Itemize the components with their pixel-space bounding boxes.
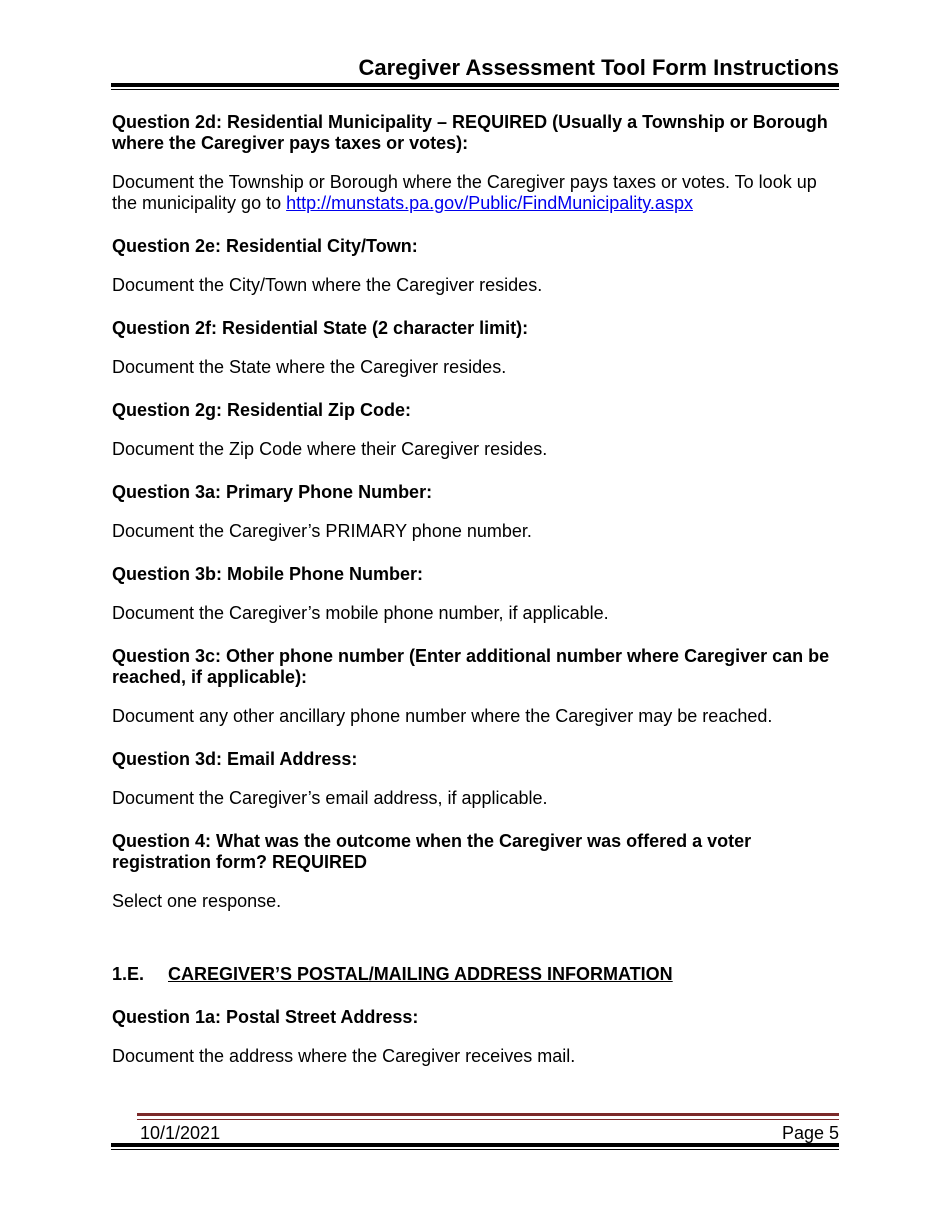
footer-rule xyxy=(111,1143,839,1147)
question-3b-heading: Question 3b: Mobile Phone Number: xyxy=(112,564,424,584)
question-2e-heading: Question 2e: Residential City/Town: xyxy=(112,236,418,256)
question-3a-heading: Question 3a: Primary Phone Number: xyxy=(112,482,433,502)
question-4-text: Select one response. xyxy=(112,891,282,911)
document-body xyxy=(112,112,839,1089)
header-rule xyxy=(111,83,839,87)
section-title: CAREGIVER’S POSTAL/MAILING ADDRESS INFORMATION xyxy=(168,964,673,984)
header-rule-thin xyxy=(111,89,839,90)
footer-date: 10/1/2021 xyxy=(140,1123,221,1143)
question-2f-text: Document the State where the Caregiver resides. xyxy=(112,357,507,377)
question-3c-text: Document any other ancillary phone number where the Caregiver may be reached. xyxy=(112,706,773,726)
footer-rule-red xyxy=(137,1113,839,1116)
footer-rule-thin xyxy=(111,1149,839,1150)
footer-rule-thin-red xyxy=(137,1119,839,1120)
question-2d-heading: Question 2d: Residential Municipality – REQUIRED (Usually a Township or Borough where the Caregiver pays taxes or votes): xyxy=(112,112,828,153)
section-number: 1.E. xyxy=(112,964,145,984)
question-1a-heading: Question 1a: Postal Street Address: xyxy=(112,1007,419,1027)
section-heading xyxy=(112,964,839,985)
find-municipality-link[interactable]: http://munstats.pa.gov/Public/FindMunicipality.aspx xyxy=(286,193,693,213)
question-1a-text: Document the address where the Caregiver receives mail. xyxy=(112,1046,576,1066)
question-3c-heading: Question 3c: Other phone number (Enter additional number where Caregiver can be reached, if applicable): xyxy=(112,646,830,687)
question-2d-text-body: Document the Township or Borough where the Caregiver pays taxes or votes. To look up the municipality go to xyxy=(112,172,817,213)
question-2g-heading: Question 2g: Residential Zip Code: xyxy=(112,400,412,420)
question-4-heading: Question 4: What was the outcome when the Caregiver was offered a voter registration form? REQUIRED xyxy=(112,831,752,872)
page-header-title: Caregiver Assessment Tool Form Instructions xyxy=(358,55,839,80)
footer-page-number: Page 5 xyxy=(781,1123,839,1143)
question-2g-text: Document the Zip Code where their Caregiver resides. xyxy=(112,439,548,459)
question-3d-text: Document the Caregiver’s email address, if applicable. xyxy=(112,788,548,808)
question-3a-text: Document the Caregiver’s PRIMARY phone number. xyxy=(112,521,532,541)
question-2e-text: Document the City/Town where the Caregiver resides. xyxy=(112,275,543,295)
question-2f-heading: Question 2f: Residential State (2 character limit): xyxy=(112,318,529,338)
question-3b-text: Document the Caregiver’s mobile phone number, if applicable. xyxy=(112,603,609,623)
question-3d-heading: Question 3d: Email Address: xyxy=(112,749,358,769)
question-2d-text xyxy=(112,172,839,214)
